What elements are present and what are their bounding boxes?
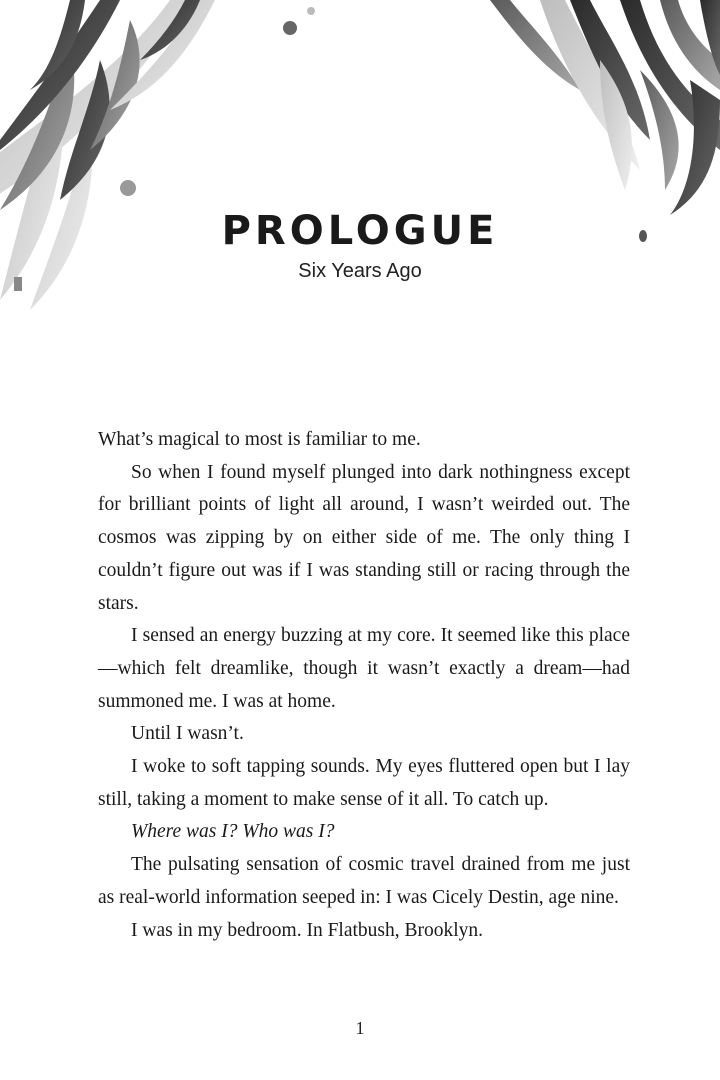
- paragraph: I sensed an energy buzzing at my core. It seemed like this place—which felt dreamlike, though it wasn’t exactly a dream—had summoned me. I was at home.: [98, 625, 630, 712]
- paragraph: So when I found myself plunged into dark nothingness except for brilliant points of light all around, I wasn’t weirded out. The cosmos was zipping by on either side of me. The only thing I couldn’t figure out was if I was standing still or racing through the stars.: [98, 461, 630, 614]
- sparkle-dot-icon: [120, 180, 136, 196]
- paragraph: I was in my bedroom. In Flatbush, Brooklyn.: [131, 919, 484, 941]
- paragraph: What’s magical to most is familiar to me.: [98, 429, 421, 450]
- paragraph: I woke to soft tapping sounds. My eyes fluttered open but I lay still, taking a moment to make sense of it all. To catch up.: [98, 756, 630, 810]
- sparkle-dot-icon: [283, 21, 297, 35]
- paragraph: Until I wasn’t.: [131, 723, 244, 745]
- chapter-title: PROLOGUE: [221, 208, 499, 254]
- paragraph-italic: Where was I? Who was I?: [131, 821, 335, 843]
- chapter-heading: [0, 208, 720, 283]
- sparkle-dot-icon: [307, 7, 315, 15]
- chapter-body: [98, 424, 630, 947]
- feather-cluster-right-icon: [490, 0, 720, 215]
- paragraph: The pulsating sensation of cosmic travel drained from me just as real-world information seeped in: I was Cicely Destin, age nine.: [98, 854, 630, 908]
- page-number: 1: [355, 1018, 365, 1038]
- chapter-subtitle: Six Years Ago: [298, 260, 422, 282]
